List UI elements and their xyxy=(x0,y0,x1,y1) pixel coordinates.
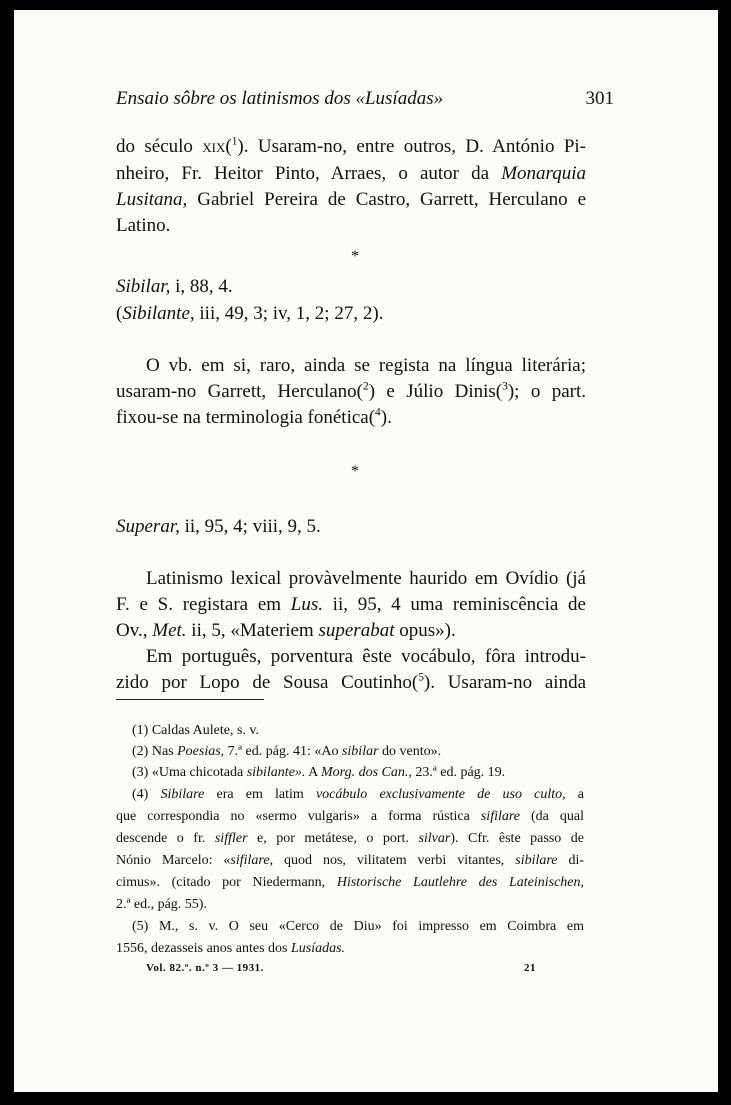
footnote-4-line6: 2.ª ed., pág. 55). xyxy=(116,897,207,912)
footnote-2: (2) Nas Poesias, 7.ª ed. pág. 41: «Ao sibilar do vento». xyxy=(132,744,442,759)
sheet-number: 21 xyxy=(524,962,536,974)
footnote-4: (4) Sibilare era em latim vocábulo exclusivamente de uso culto, a xyxy=(132,787,585,802)
paragraph-superar-line2: F. e S. registara em Lus. ii, 95, 4 uma reminiscência de xyxy=(116,594,586,615)
footnote-5: (5) M., s. v. O seu «Cerco de Diu» foi impresso em Coimbra em xyxy=(132,919,584,934)
running-title: Ensaio sôbre os latinismos dos «Lusíadas» xyxy=(116,88,444,109)
book-page xyxy=(14,10,718,1092)
paragraph-superar: Latinismo lexical provàvelmente haurido em Ovídio (já xyxy=(146,568,586,589)
footnote-rule xyxy=(116,699,264,700)
footnote-1: (1) Caldas Aulete, s. v. xyxy=(132,723,260,738)
printer-signature xyxy=(146,962,536,974)
paragraph-sibilar-line2: usaram-no Garrett, Herculano($^2$) e Júlio Dinis($^3$); o part. xyxy=(116,380,586,402)
lemma-superar: Superar, ii, 95, 4; viii, 9, 5. xyxy=(116,516,321,537)
paragraph-superar-line3: Ov., Met. ii, 5, «Materiem superabat opus»). xyxy=(116,620,456,641)
lemma-sibilante: (Sibilante, iii, 49, 3; iv, 1, 2; 27, 2). xyxy=(116,303,384,324)
footnote-4-line2: que correspondia no «sermo vulgaris» a forma rústica sifilare (da qual xyxy=(116,809,585,824)
footnote-4-line5: cimus». (citado por Niedermann, Historische Lautlehre des Lateinischen, xyxy=(116,875,584,890)
paragraph-portugues: Em português, porventura êste vocábulo, fôra introdu- xyxy=(146,646,586,667)
volume-signature: Vol. 82.º. n.º 3 — 1931. xyxy=(146,962,264,974)
section-separator: * xyxy=(351,248,359,265)
section-separator: * xyxy=(351,463,359,480)
paragraph-sibilar: O vb. em si, raro, ainda se regista na língua literária; xyxy=(146,355,586,376)
footnote-5-line2: 1556, dezasseis anos antes dos Lusíadas. xyxy=(116,941,346,956)
paragraph-sibilar-line3: fixou-se na terminologia fonética($^4$). xyxy=(116,406,392,428)
running-header xyxy=(116,88,614,116)
page-number: 301 xyxy=(585,88,614,109)
footnote-4-line3: descende o fr. siffler e, por metátese, o port. silvar). Cfr. êste passo de xyxy=(116,831,584,846)
paragraph-seculo-xix: do século xix($^1$). Usaram-no, entre outros, D. António Pi- nheiro, Fr. Heitor Pinto, Arraes, o autor da Monarquia Lusitana, Gabriel Pereira de Castro, Garrett, Herculano e xyxy=(116,135,586,210)
paragraph-portugues-line2: zido por Lopo de Sousa Coutinho($^5$). Usaram-no ainda xyxy=(116,671,587,693)
paragraph-seculo-xix-end: Latino. xyxy=(116,215,171,236)
lemma-sibilar: Sibilar, i, 88, 4. xyxy=(116,276,233,297)
footnote-4-line4: Nónio Marcelo: «sifilare, quod nos, vilitatem verbi vitantes, sibilare di- xyxy=(116,853,585,868)
footnote-3: (3) «Uma chicotada sibilante». A Morg. dos Can., 23.ª ed. pág. 19. xyxy=(132,765,506,780)
